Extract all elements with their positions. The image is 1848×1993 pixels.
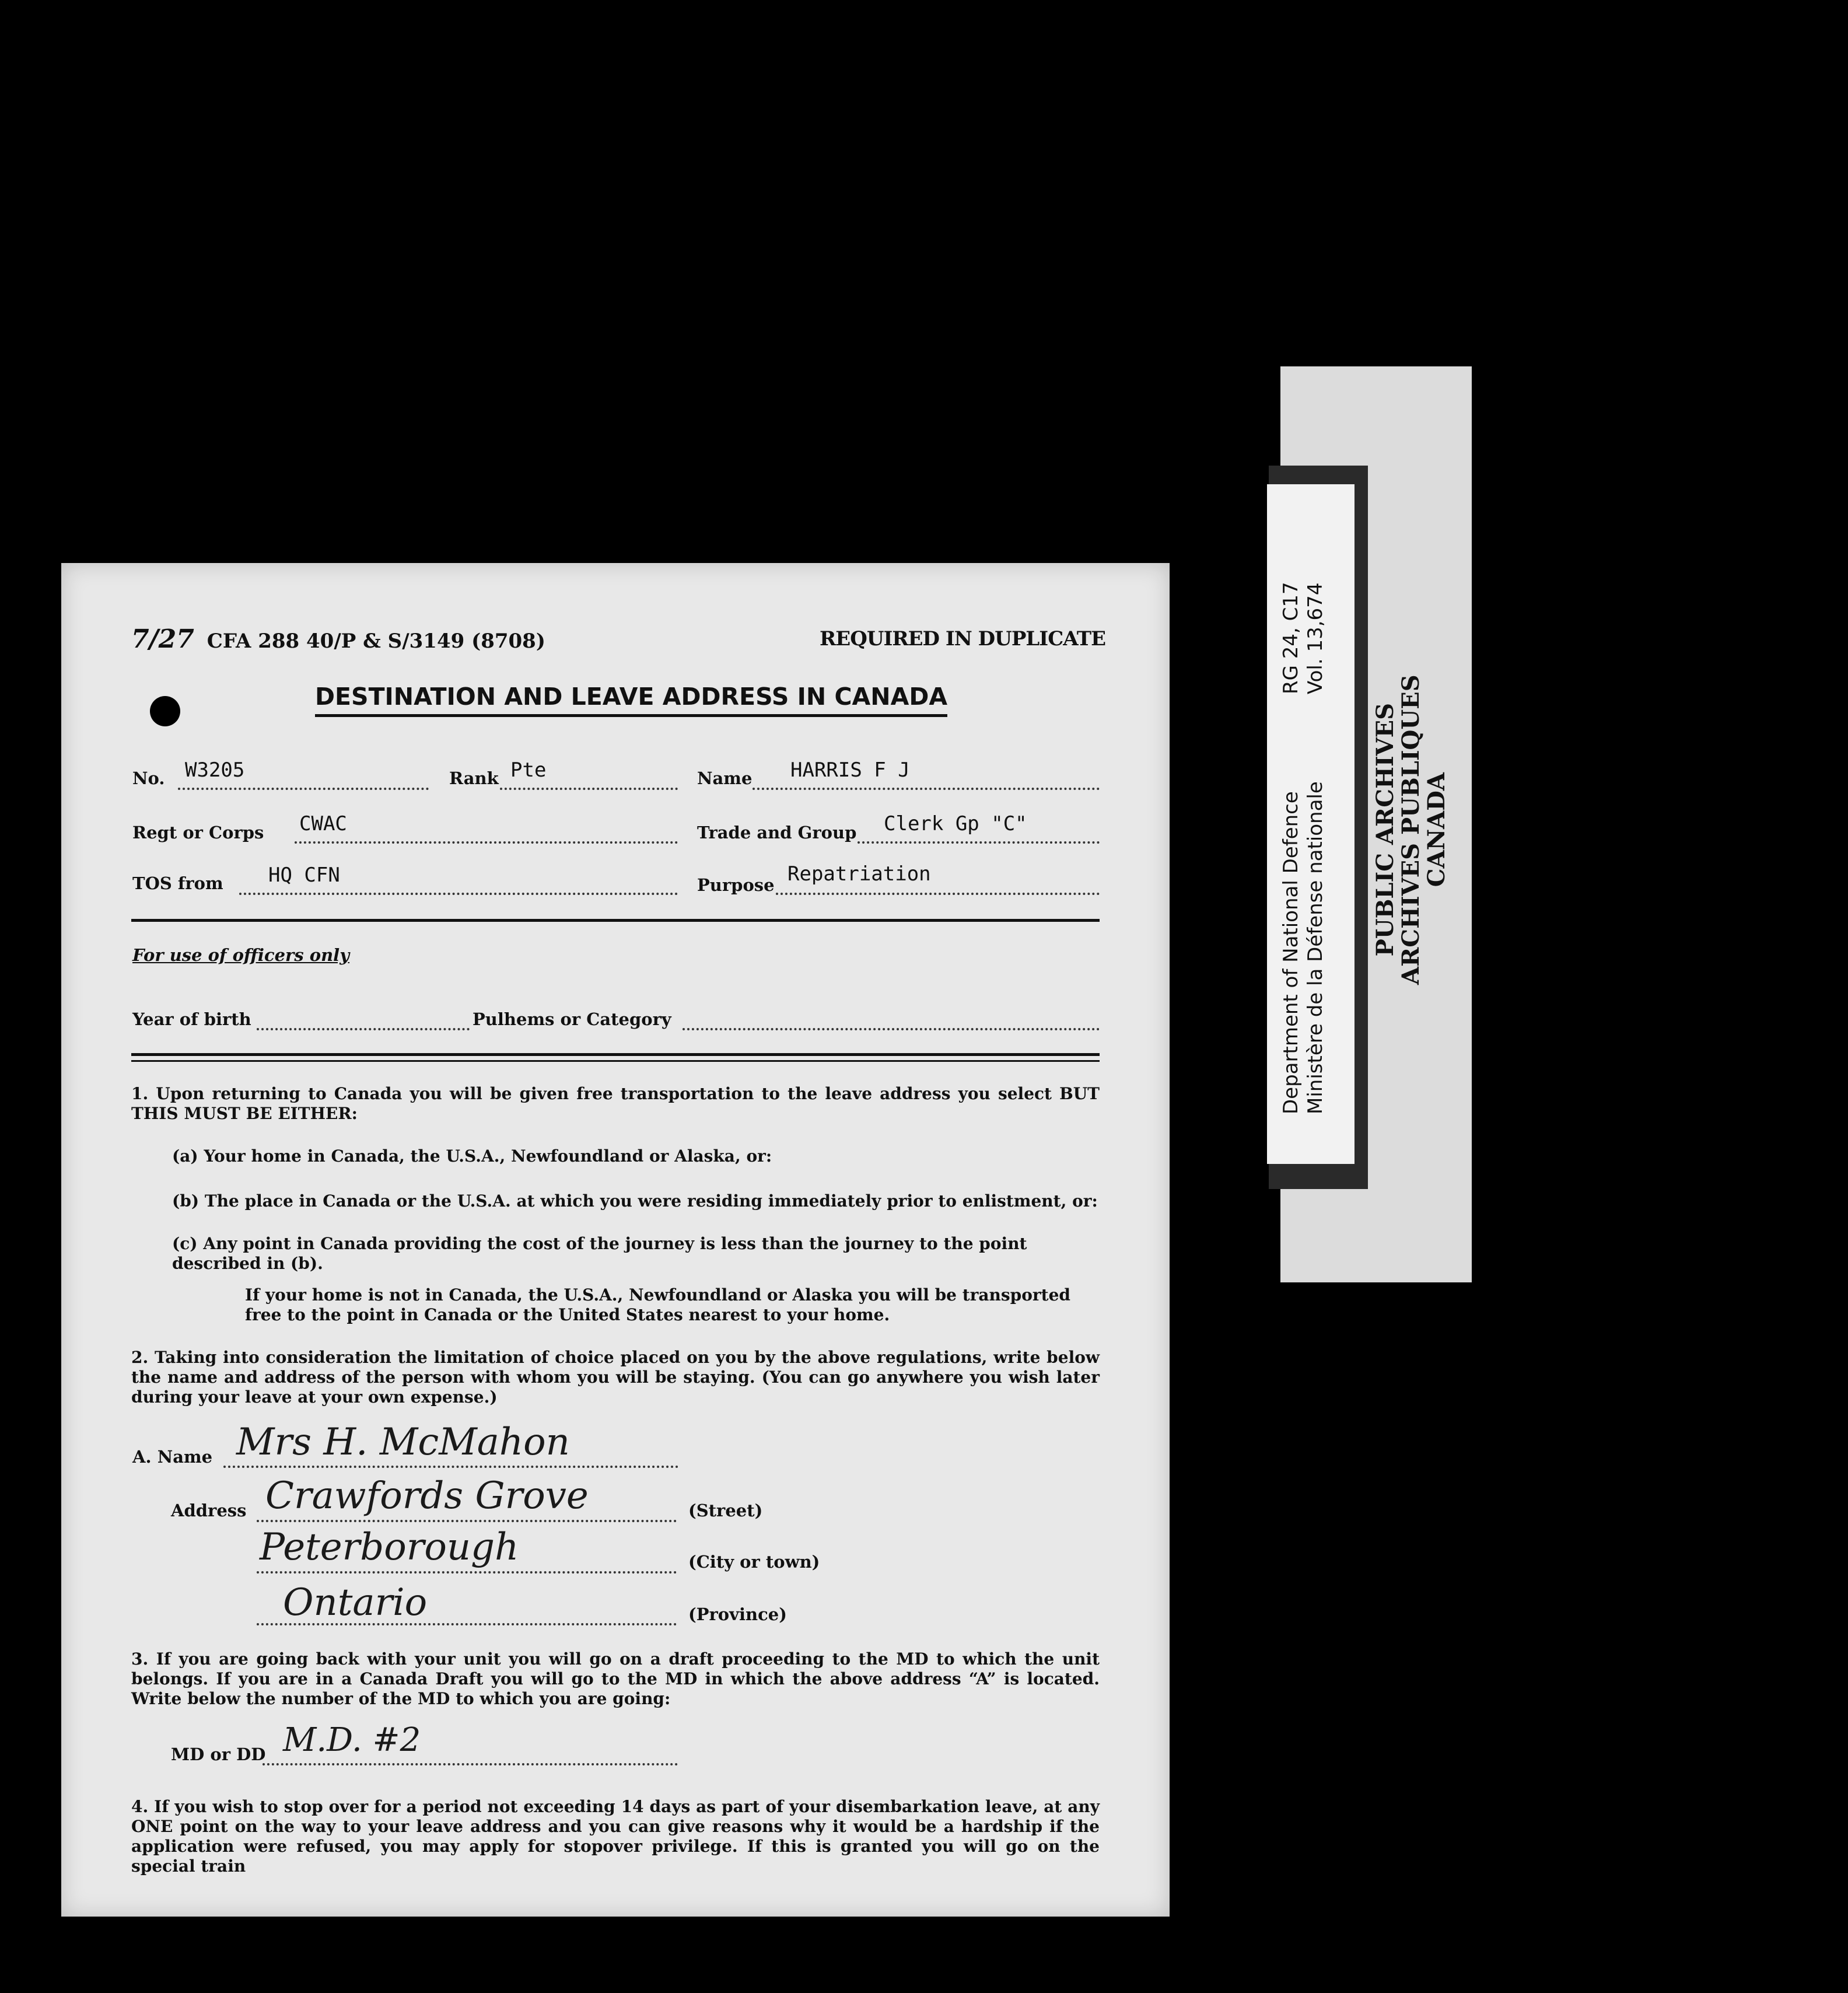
street-label: (Street) — [688, 1501, 763, 1520]
tos-value: HQ CFN — [268, 863, 340, 887]
form-title: DESTINATION AND LEAVE ADDRESS IN CANADA — [315, 683, 947, 717]
no-field[interactable] — [178, 788, 429, 790]
archive-department: Department of National Defence Ministère de la Défense nationale — [1279, 781, 1327, 1114]
section-3-text: 3. If you are going back with your unit you will go on a draft proceeding to the MD to which the unit belongs. If you are in a Canada Draft you will go to the MD in which the above address “A” is located. Write below the number of the MD to which you are going: — [131, 1649, 1100, 1708]
regt-label: Regt or Corps — [132, 823, 264, 842]
street-value: Crawfords Grove — [265, 1474, 589, 1518]
regt-value: CWAC — [299, 812, 347, 835]
section-1-b: (b) The place in Canada or the U.S.A. at which you were residing immediately prior to enlistment, or: — [172, 1191, 1098, 1211]
trade-field[interactable] — [858, 841, 1100, 844]
regt-field[interactable] — [295, 841, 678, 844]
purpose-value: Repatriation — [788, 862, 931, 886]
trade-label: Trade and Group — [697, 823, 857, 842]
trade-value: Clerk Gp "C" — [884, 812, 1027, 835]
archive-reference: RG 24, C17 Vol. 13,674 — [1279, 582, 1327, 694]
archive-card-front — [1267, 484, 1354, 1164]
address-label: Address — [171, 1501, 247, 1520]
a-name-label: A. Name — [132, 1447, 213, 1467]
rule-officers-1 — [131, 1053, 1100, 1056]
section-1-intro: 1. Upon returning to Canada you will be given free transportation to the leave address you select BUT THIS MUST BE EITHER: — [131, 1084, 1100, 1123]
officers-heading: For use of officers only — [132, 945, 350, 965]
no-value: W3205 — [185, 758, 245, 782]
rule-top — [131, 919, 1100, 922]
md-value: M.D. #2 — [283, 1721, 421, 1759]
purpose-label: Purpose — [697, 875, 775, 895]
yob-field[interactable] — [257, 1028, 470, 1030]
section-1-note: If your home is not in Canada, the U.S.A., Newfoundland or Alaska you will be transported free to the point in Canada or the United States nearest to your home. — [245, 1285, 1071, 1324]
rank-label: Rank — [449, 768, 499, 788]
a-name-field[interactable] — [223, 1466, 678, 1468]
md-field[interactable] — [262, 1763, 678, 1765]
yob-label: Year of birth — [132, 1009, 251, 1029]
tos-field[interactable] — [239, 893, 678, 895]
pulhems-label: Pulhems or Category — [473, 1009, 671, 1029]
pulhems-field[interactable] — [682, 1028, 1100, 1030]
section-4-text: 4. If you wish to stop over for a period not exceeding 14 days as part of your disembarkation leave, at any ONE point on the way to your leave address and you can give reasons why it would be a hardship if the application were refused, you may apply for stopover privilege. If this is granted you will go on the special train — [131, 1797, 1100, 1876]
no-label: No. — [132, 768, 165, 788]
rule-officers-2 — [131, 1060, 1100, 1062]
section-1-a: (a) Your home in Canada, the U.S.A., Newfoundland or Alaska, or: — [172, 1146, 772, 1166]
city-field[interactable] — [257, 1571, 677, 1574]
punch-hole — [150, 696, 180, 726]
province-value: Ontario — [283, 1581, 428, 1624]
name-field[interactable] — [752, 788, 1100, 790]
city-label: (City or town) — [688, 1552, 820, 1572]
a-name-value: Mrs H. McMahon — [236, 1421, 570, 1464]
archive-public-archives: PUBLIC ARCHIVES ARCHIVES PUBLIQUES CANADA — [1371, 674, 1450, 985]
name-value: HARRIS F J — [790, 758, 910, 782]
rank-field[interactable] — [500, 788, 678, 790]
section-2-text: 2. Taking into consideration the limitation of choice placed on you by the above regulations, write below the name and address of the person with whom you will be staying. (You can go anywhere you wish later during your leave at your own expense.) — [131, 1348, 1100, 1407]
form-sheet — [61, 563, 1170, 1917]
required-in-duplicate: REQUIRED IN DUPLICATE — [820, 627, 1105, 651]
purpose-field[interactable] — [776, 893, 1100, 895]
province-label: (Province) — [688, 1604, 787, 1624]
form-number: 7/27 CFA 288 40/P & S/3149 (8708) — [131, 624, 545, 654]
street-field[interactable] — [257, 1520, 677, 1522]
tos-label: TOS from — [132, 873, 223, 893]
section-1-c: (c) Any point in Canada providing the cost of the journey is less than the journey to the point described in (b). — [172, 1234, 1027, 1273]
city-value: Peterborough — [260, 1526, 519, 1569]
rank-value: Pte — [510, 758, 547, 782]
md-label: MD or DD — [171, 1744, 266, 1764]
name-label: Name — [697, 768, 752, 788]
